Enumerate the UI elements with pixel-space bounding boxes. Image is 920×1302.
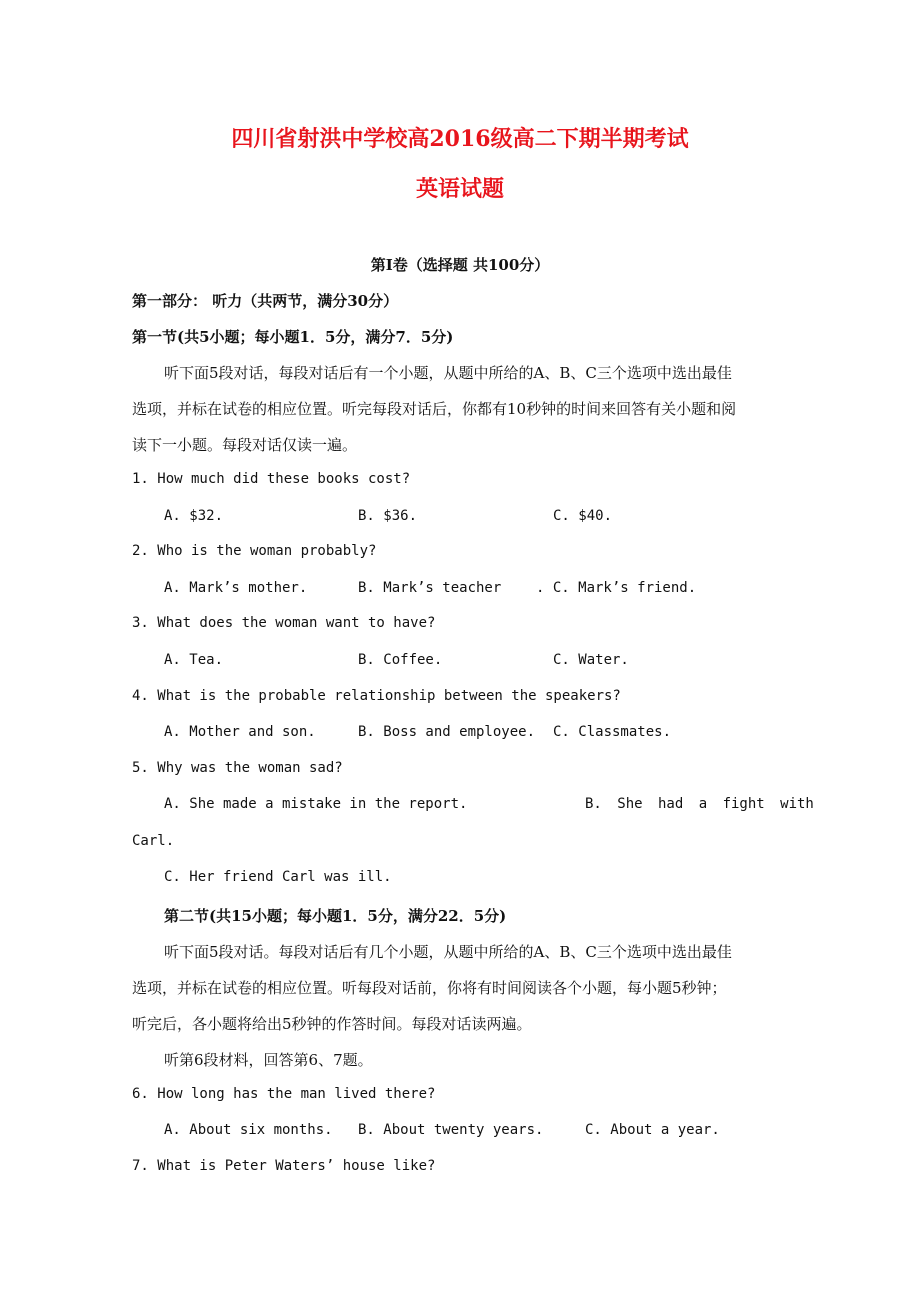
volume-heading: 第I卷（选择题 共100分） <box>370 256 550 274</box>
question-6: 6. How long has the man lived there? <box>132 1086 436 1102</box>
options-row <box>0 1122 920 1142</box>
option-c: C. About a year. <box>585 1122 720 1138</box>
option-a: A. Mother and son. <box>164 724 316 740</box>
instruction-line: 听下面5段对话。每段对话后有几个小题，从题中所给的A、B、C三个选项中选出最佳 <box>164 943 732 961</box>
question-1: 1. How much did these books cost? <box>132 471 411 487</box>
option-b: B. About twenty years. <box>358 1122 544 1138</box>
option-c: C. Water. <box>553 652 629 668</box>
question-3: 3. What does the woman want to have? <box>132 615 436 631</box>
option-c: C. Classmates. <box>553 724 672 740</box>
instruction-line: 听完后，各小题将给出5秒钟的作答时间。每段对话读两遍。 <box>132 1015 532 1033</box>
options-row <box>0 796 920 816</box>
exam-subtitle: 英语试题 <box>415 176 504 202</box>
option-a: A. $32. <box>164 508 224 524</box>
section-heading: 第一节(共5小题；每小题1．5分，满分7．5分) <box>132 328 454 346</box>
options-row <box>0 580 920 600</box>
option-a: A. She made a mistake in the report. <box>164 796 468 812</box>
instruction-line: 读下一小题。每段对话仅读一遍。 <box>132 436 358 454</box>
option-c: . C. Mark’s friend. <box>536 580 697 596</box>
option-b: B. $36. <box>358 508 418 524</box>
option-c: C. $40. <box>553 508 613 524</box>
instruction-line: 选项，并标在试卷的相应位置。听每段对话前，你将有时间阅读各个小题，每小题5秒钟； <box>132 979 727 997</box>
instruction-line: 选项，并标在试卷的相应位置。听完每段对话后，你都有10秒钟的时间来回答有关小题和阅 <box>132 400 737 418</box>
option-b: B. Boss and employee. <box>358 724 536 740</box>
option-c: C. Her friend Carl was ill. <box>164 869 392 885</box>
part-heading: 第一部分： 听力（共两节，满分30分） <box>132 292 399 310</box>
section-heading: 第二节(共15小题；每小题1．5分，满分22．5分) <box>164 907 507 925</box>
question-5: 5. Why was the woman sad? <box>132 760 343 776</box>
instruction-line: 听下面5段对话，每段对话后有一个小题，从题中所给的A、B、C三个选项中选出最佳 <box>164 364 732 382</box>
option-a: A. About six months. <box>164 1122 333 1138</box>
material-note: 听第6段材料，回答第6、7题。 <box>164 1051 373 1069</box>
option-a: A. Tea. <box>164 652 224 668</box>
option-b-continued: Carl. <box>132 833 175 849</box>
option-b: B. She had a fight with <box>585 796 814 812</box>
options-row <box>0 508 920 528</box>
exam-title: 四川省射洪中学校高2016级高二下期半期考试 <box>231 126 689 152</box>
option-b: B. Coffee. <box>358 652 443 668</box>
option-b: B. Mark’s teacher <box>358 580 502 596</box>
question-4: 4. What is the probable relationship between the speakers? <box>132 688 621 704</box>
option-a: A. Mark’s mother. <box>164 580 308 596</box>
options-row <box>0 724 920 744</box>
options-row <box>0 652 920 672</box>
question-7: 7. What is Peter Waters’ house like? <box>132 1158 436 1174</box>
question-2: 2. Who is the woman probably? <box>132 543 377 559</box>
